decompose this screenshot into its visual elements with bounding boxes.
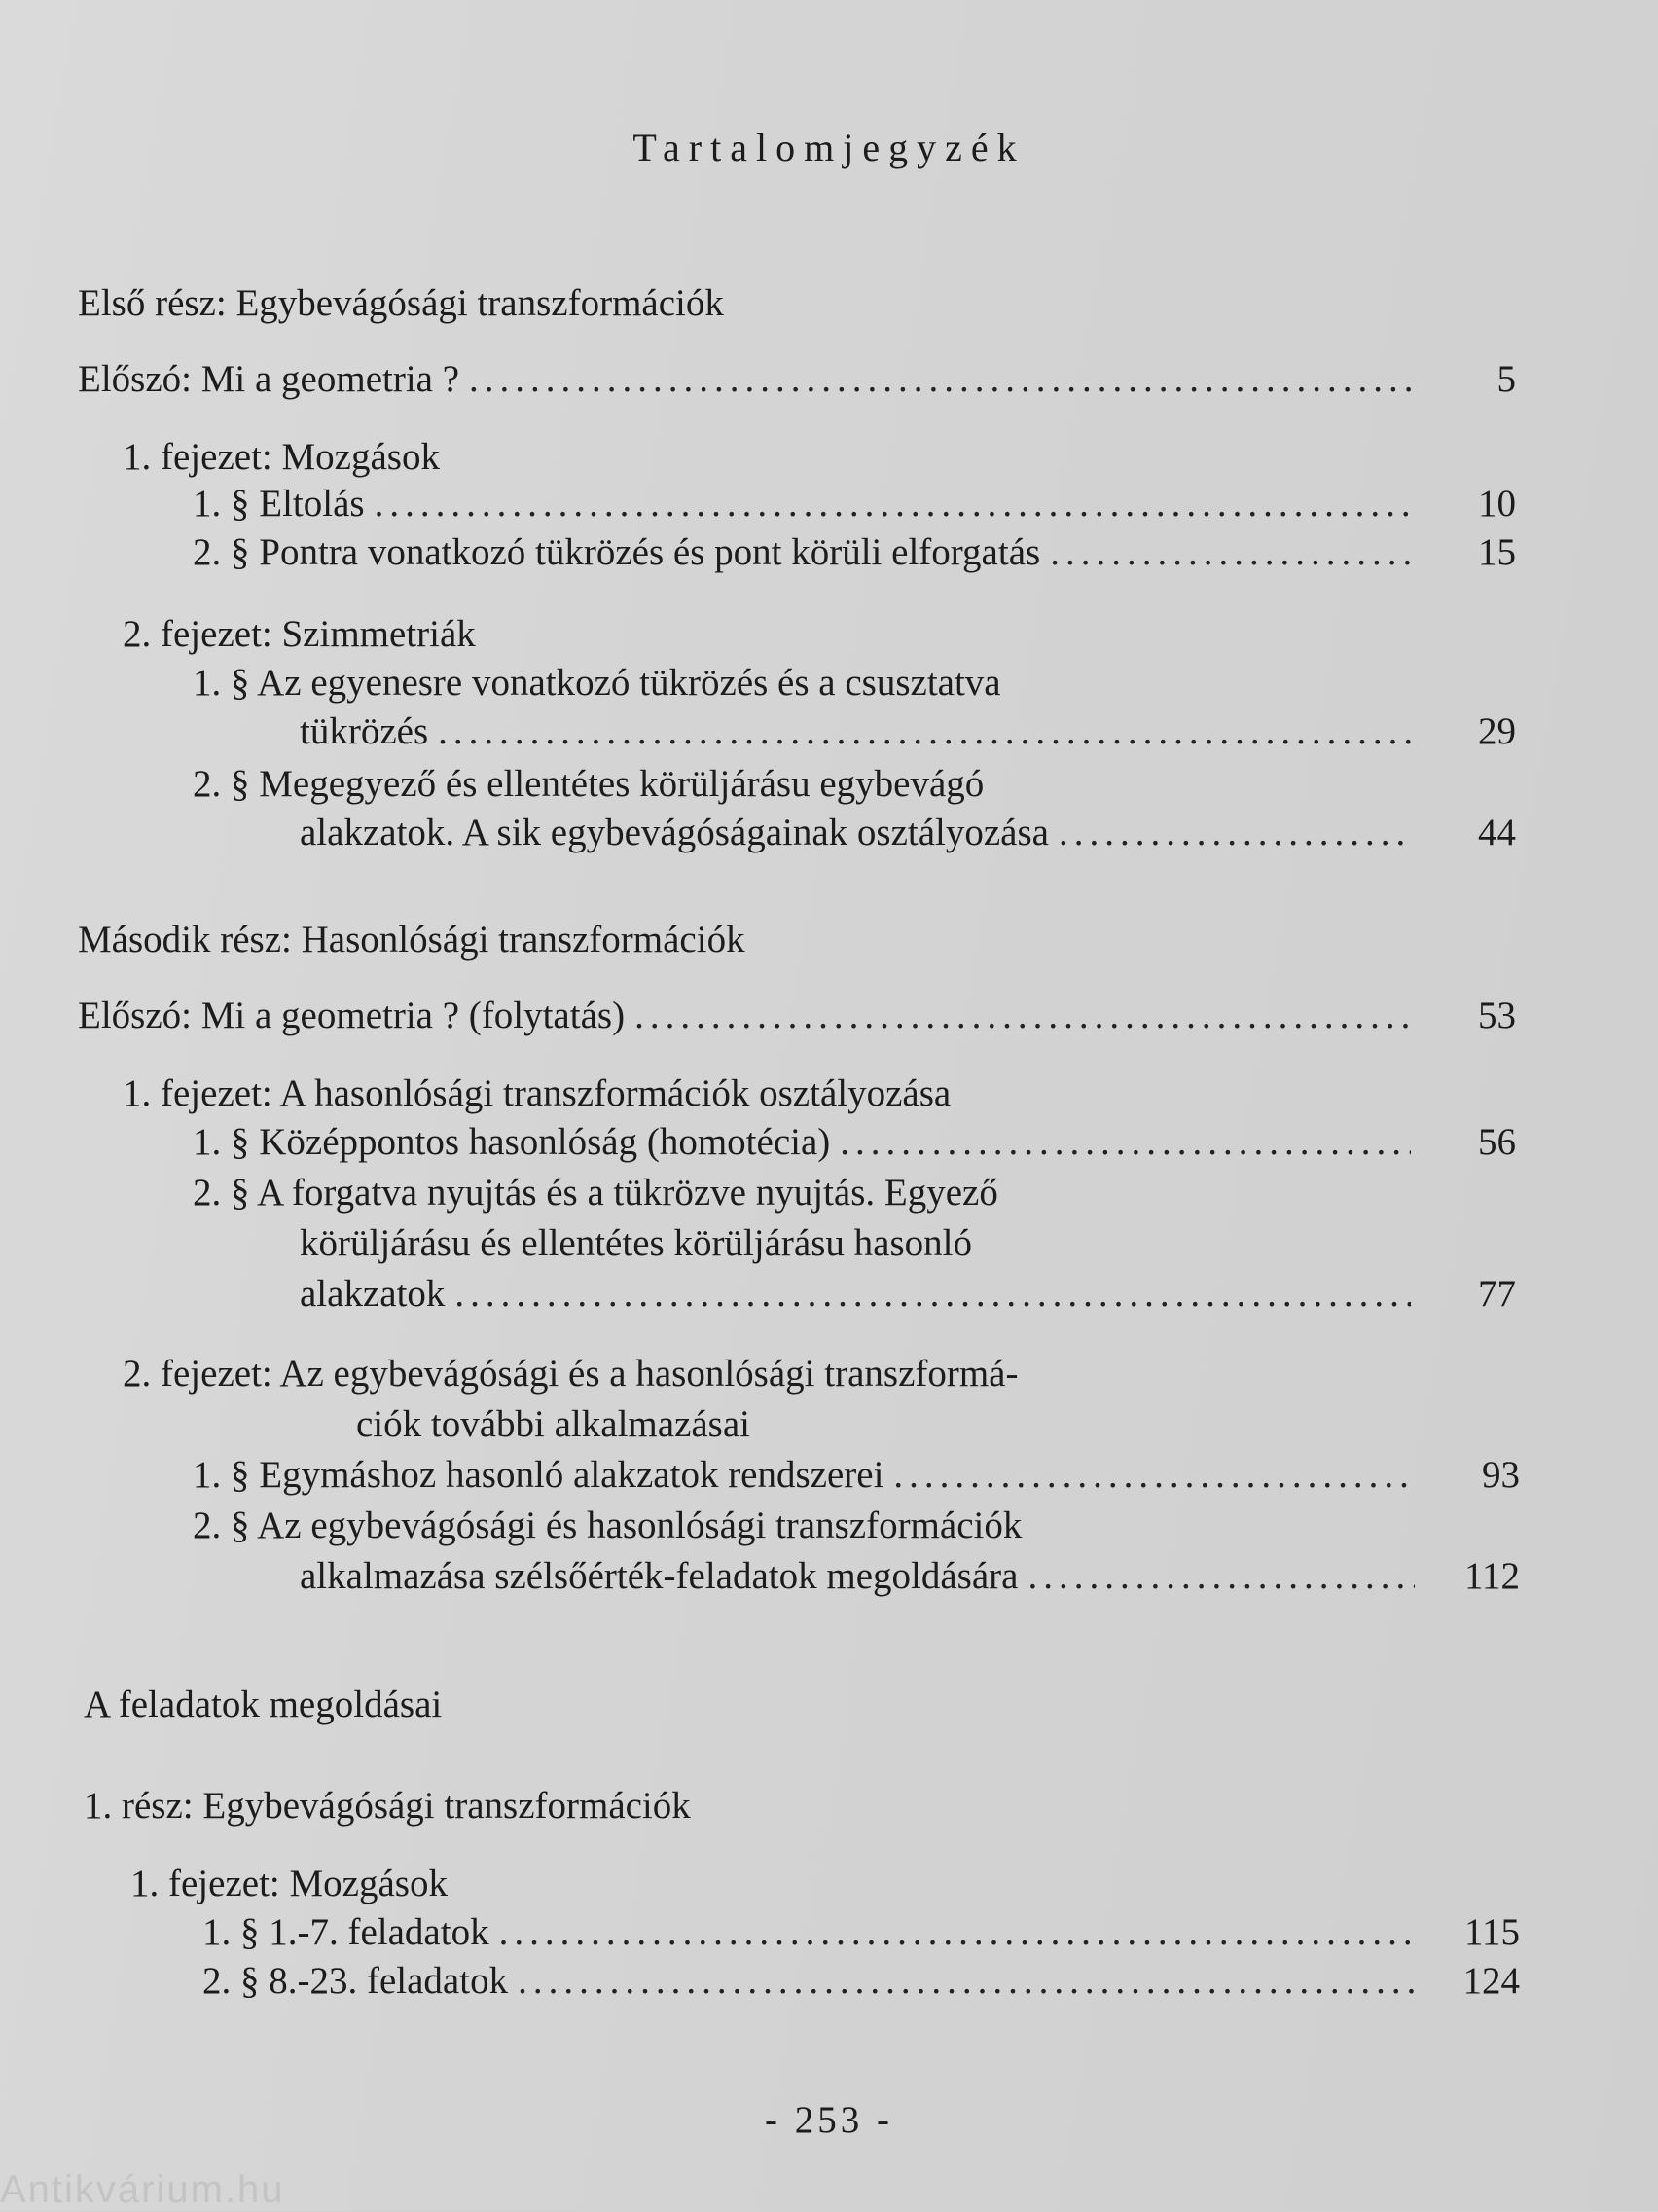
toc-entry-p1-ch1-s2[interactable] xyxy=(193,531,1516,574)
toc-entry-p2-ch1-s2[interactable] xyxy=(300,1273,1516,1316)
toc-page-number: 53 xyxy=(1478,995,1516,1036)
toc-entry-sol-ch1-s1[interactable] xyxy=(202,1911,1520,1954)
chapter-title: 1. fejezet: Mozgások xyxy=(123,436,440,478)
dot-leader xyxy=(1059,812,1411,854)
toc-entry-label: 1. § 1.-7. feladatok xyxy=(202,1911,489,1953)
watermark: Antikvárium.hu xyxy=(0,2168,285,2211)
toc-entry-p1-ch2-s1-line1[interactable]: 1. § Az egyenesre vonatkozó tükrözés és a csusztatva xyxy=(193,662,1001,704)
toc-page-number: 44 xyxy=(1478,812,1516,853)
page-title: Tartalomjegyzék xyxy=(632,126,1026,169)
toc-page-number: 5 xyxy=(1496,358,1516,400)
dot-leader xyxy=(469,358,1411,401)
dot-leader xyxy=(840,1121,1411,1164)
toc-entry-part2-preface[interactable] xyxy=(78,995,1516,1037)
toc-entry-p2-ch1-s2-line1[interactable]: 2. § A forgatva nyujtás és a tükrözve nyujtás. Egyező xyxy=(193,1172,998,1214)
toc-entry-label: 1. § Egymáshoz hasonló alakzatok rendszerei xyxy=(193,1454,884,1496)
toc-entry-label: alakzatok. A sik egybevágóságainak osztályozása xyxy=(300,812,1049,853)
dot-leader xyxy=(1027,1555,1415,1598)
toc-entry-p2-ch2-s2[interactable] xyxy=(300,1555,1520,1598)
toc-entry-p2-ch1-s1[interactable] xyxy=(193,1121,1516,1164)
toc-page-number: 112 xyxy=(1463,1555,1520,1597)
chapter-title: 1. fejezet: A hasonlósági transzformációk osztályozása xyxy=(123,1072,952,1114)
toc-page-number: 77 xyxy=(1478,1273,1516,1315)
toc-entry-p1-ch2-s1[interactable] xyxy=(300,710,1516,753)
dot-leader xyxy=(454,1273,1411,1316)
toc-entry-label: 2. § 8.-23. feladatok xyxy=(202,1960,509,2002)
toc-entry-p1-ch1-s1[interactable] xyxy=(193,483,1516,526)
toc-entry-part1-preface[interactable] xyxy=(78,358,1516,401)
part1-heading: Első rész: Egybevágósági transzformációk xyxy=(78,282,724,324)
toc-page-number: 56 xyxy=(1478,1121,1516,1163)
part2-heading: Második rész: Hasonlósági transzformációk xyxy=(78,919,745,961)
chapter-title: 1. fejezet: Mozgások xyxy=(130,1863,448,1904)
dot-leader xyxy=(518,1960,1415,2003)
toc-entry-label: alkalmazása szélsőérték-feladatok megoldására xyxy=(300,1555,1019,1597)
toc-entry-label: Előszó: Mi a geometria ? (folytatás) xyxy=(78,995,626,1036)
dot-leader xyxy=(375,483,1411,526)
solutions-heading: A feladatok megoldásai xyxy=(84,1684,443,1725)
toc-page-number: 10 xyxy=(1478,483,1516,525)
dot-leader xyxy=(634,995,1411,1037)
toc-entry-p2-ch2-s2-line1[interactable]: 2. § Az egybevágósági és hasonlósági transzformációk xyxy=(193,1505,1023,1546)
dot-leader xyxy=(499,1911,1415,1954)
toc-entry-p2-ch1-s2-line2[interactable]: körüljárásu és ellentétes körüljárásu hasonló xyxy=(300,1222,972,1264)
toc-entry-label: 1. § Középpontos hasonlóság (homotécia) xyxy=(193,1121,831,1163)
chapter-title-line2: ciók további alkalmazásai xyxy=(356,1403,751,1445)
toc-entry-p1-ch2-s2-line1[interactable]: 2. § Megegyező és ellentétes körüljárásu egybevágó xyxy=(193,763,985,805)
toc-entry-p1-ch2-s2[interactable] xyxy=(300,812,1516,854)
toc-entry-label: 2. § Pontra vonatkozó tükrözés és pont körüli elforgatás xyxy=(193,531,1041,573)
dot-leader xyxy=(1050,531,1411,574)
toc-entry-label: 1. § Eltolás xyxy=(193,483,365,525)
toc-entry-label: tükrözés xyxy=(300,710,429,752)
toc-page-number: 115 xyxy=(1463,1911,1520,1953)
toc-page-number: 29 xyxy=(1478,710,1516,752)
dot-leader xyxy=(893,1454,1415,1497)
toc-entry-label: Előszó: Mi a geometria ? xyxy=(78,358,460,400)
toc-entry-p2-ch2-s1[interactable] xyxy=(193,1454,1520,1497)
solutions-part1-heading: 1. rész: Egybevágósági transzformációk xyxy=(84,1785,691,1827)
toc-page-number: 15 xyxy=(1478,531,1516,573)
toc-page-number: 93 xyxy=(1482,1454,1520,1496)
chapter-title: 2. fejezet: Szimmetriák xyxy=(123,613,476,655)
toc-entry-sol-ch1-s2[interactable] xyxy=(202,1960,1520,2003)
toc-page-number: 124 xyxy=(1462,1960,1520,2002)
dot-leader xyxy=(438,710,1411,753)
chapter-title-line1: 2. fejezet: Az egybevágósági és a hasonlósági transzformá- xyxy=(123,1353,1019,1395)
toc-entry-label: alakzatok xyxy=(300,1273,446,1315)
page-number-footer: - 253 - xyxy=(765,2099,893,2141)
